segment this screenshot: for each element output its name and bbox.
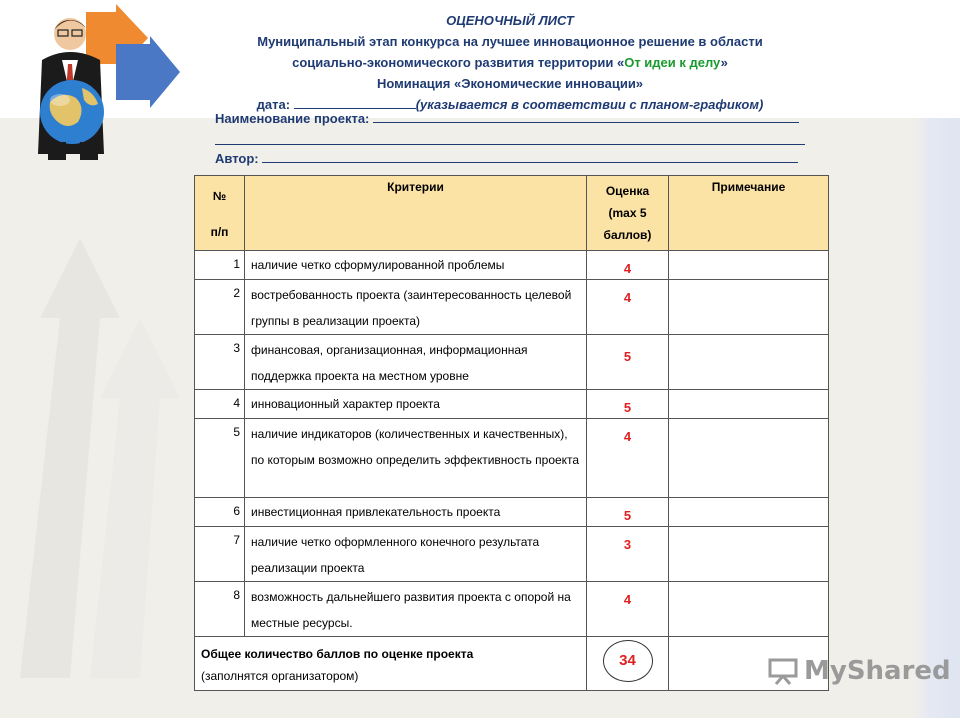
background-arrows-graphic — [0, 118, 200, 678]
row-note — [669, 498, 829, 527]
document-header — [200, 10, 820, 115]
nomination-line: Номинация «Экономические инновации» — [376, 76, 644, 91]
project-name-label: Наименование проекта: — [215, 111, 370, 126]
author-label: Автор: — [215, 151, 259, 166]
presentation-icon — [768, 657, 798, 685]
table-row — [195, 498, 829, 527]
row-score: 5 — [587, 498, 669, 527]
row-number: 8 — [195, 582, 245, 637]
total-label: Общее количество баллов по оценке проекта — [201, 647, 474, 661]
table-header-row — [195, 176, 829, 251]
row-number: 6 — [195, 498, 245, 527]
evaluation-table — [194, 175, 829, 691]
contest-line: Муниципальный этап конкурса на лучшее инновационное решение в области — [257, 34, 763, 49]
row-criterion: наличие четко оформленного конечного результата реализации проекта — [245, 527, 587, 582]
total-note: (заполнятся организатором) — [201, 669, 359, 683]
row-score: 4 — [587, 582, 669, 637]
header-number-line1: № — [212, 189, 227, 203]
row-note — [669, 390, 829, 419]
row-number: 3 — [195, 335, 245, 390]
background-right-strip — [912, 118, 960, 718]
table-row — [195, 527, 829, 582]
project-name-continuation — [215, 130, 805, 148]
row-criterion: инвестиционная привлекательность проекта — [245, 498, 587, 527]
total-row — [195, 637, 829, 691]
table-row — [195, 280, 829, 335]
row-note — [669, 527, 829, 582]
date-blank — [294, 94, 416, 109]
row-criterion: наличие индикаторов (количественных и качественных), по которым возможно определить эффективность проекта — [245, 419, 587, 498]
row-number: 1 — [195, 251, 245, 280]
table-row — [195, 390, 829, 419]
row-note — [669, 582, 829, 637]
header-score — [587, 176, 669, 251]
row-score: 5 — [587, 390, 669, 419]
row-number: 2 — [195, 280, 245, 335]
watermark-text: MyShared — [804, 656, 951, 686]
row-number: 7 — [195, 527, 245, 582]
header-criteria: Критерии — [245, 176, 587, 251]
row-criterion: наличие четко сформулированной проблемы — [245, 251, 587, 280]
row-score: 4 — [587, 251, 669, 280]
date-note: (указывается в соответствии с планом-графиком) — [415, 97, 764, 112]
table-row — [195, 582, 829, 637]
table-row — [195, 251, 829, 280]
header-note: Примечание — [669, 176, 829, 251]
row-criterion: инновационный характер проекта — [245, 390, 587, 419]
row-note — [669, 251, 829, 280]
contest-highlight: От идеи к делу — [624, 55, 721, 70]
header-number-line2: п/п — [210, 225, 229, 239]
header-number — [195, 176, 245, 251]
total-score: 34 — [603, 640, 653, 682]
contest-subtitle-suffix: » — [720, 55, 728, 70]
row-note — [669, 280, 829, 335]
row-note — [669, 419, 829, 498]
row-score: 4 — [587, 280, 669, 335]
row-score: 5 — [587, 335, 669, 390]
document-title: ОЦЕНОЧНЫЙ ЛИСТ — [446, 13, 574, 28]
project-name-blank — [373, 108, 799, 123]
row-score: 4 — [587, 419, 669, 498]
row-criterion: финансовая, организационная, информационная поддержка проекта на местном уровне — [245, 335, 587, 390]
project-name-row — [215, 108, 799, 126]
contest-subtitle — [200, 52, 820, 73]
header-score-line2: (max 5 — [608, 206, 647, 220]
watermark-logo — [768, 656, 951, 686]
row-criterion: востребованность проекта (заинтересованность целевой группы в реализации проекта) — [245, 280, 587, 335]
author-blank — [262, 148, 798, 163]
table-row — [195, 335, 829, 390]
row-score: 3 — [587, 527, 669, 582]
total-score-cell — [587, 637, 669, 691]
total-label-cell — [195, 637, 587, 691]
row-number: 5 — [195, 419, 245, 498]
businessman-globe-illustration — [20, 4, 190, 164]
row-note — [669, 335, 829, 390]
header-score-line3: баллов) — [603, 228, 652, 242]
table-row — [195, 419, 829, 498]
project-name-blank-2 — [215, 130, 805, 145]
header-score-line1: Оценка — [605, 184, 650, 198]
row-criterion: возможность дальнейшего развития проекта с опорой на местные ресурсы. — [245, 582, 587, 637]
row-number: 4 — [195, 390, 245, 419]
date-label: дата: — [256, 97, 291, 112]
author-row — [215, 148, 798, 166]
contest-subtitle-prefix: социально-экономического развития территории « — [292, 55, 625, 70]
